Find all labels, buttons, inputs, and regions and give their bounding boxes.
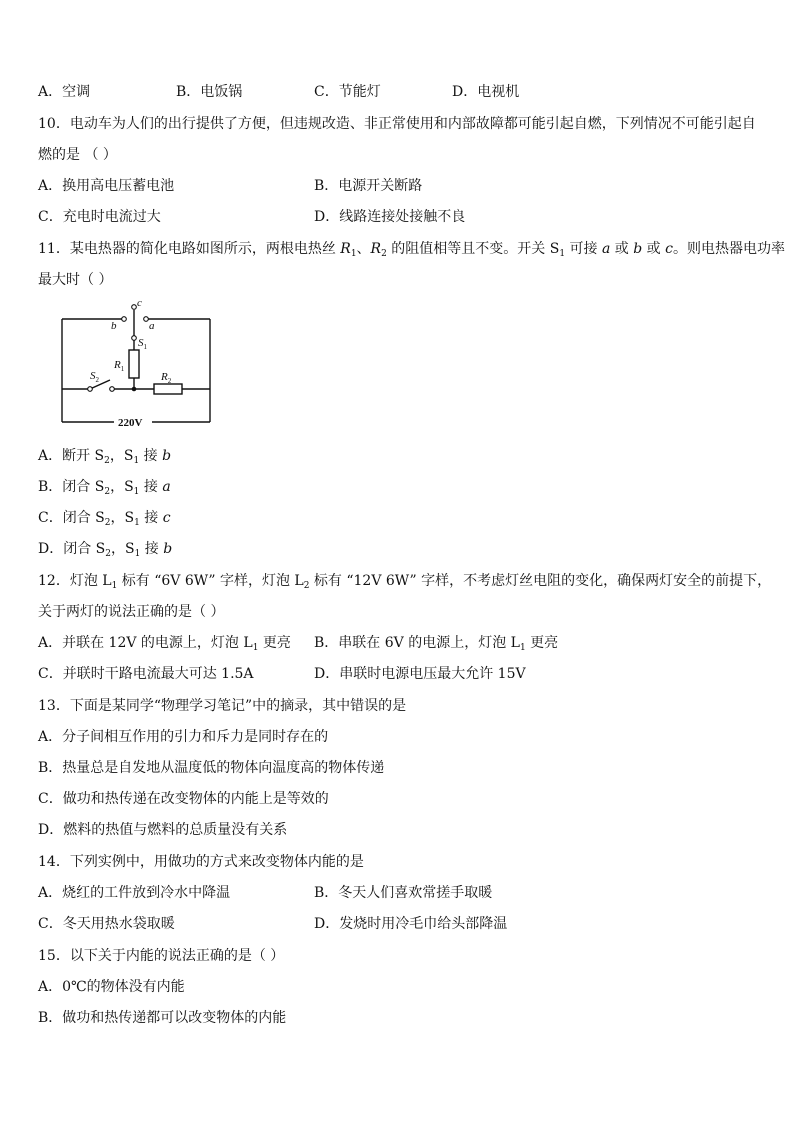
terminal-s2-right bbox=[110, 387, 115, 392]
q10-option-d: D．线路连接处接触不良 bbox=[314, 209, 466, 225]
terminal-s1-pivot bbox=[132, 336, 137, 341]
terminal-c bbox=[132, 305, 137, 310]
q12-option-b: B．串联在 6V 的电源上，灯泡 $L_1$ 更亮 bbox=[314, 635, 559, 653]
resistor-r2 bbox=[154, 384, 182, 394]
label-c: c bbox=[137, 297, 142, 309]
q13-option-b: B．热量总是自发地从温度低的物体向温度高的物体传递 bbox=[38, 760, 385, 776]
q10-stem-line1: 10．电动车为人们的出行提供了方便，但违规改造、非正常使用和内部故障都可能引起自燃，下列情况不可能引起自 bbox=[38, 116, 756, 132]
q12-option-a: A．并联在 12V 的电源上，灯泡 $L_1$ 更亮 bbox=[38, 635, 291, 653]
terminal-s2-left bbox=[88, 387, 93, 392]
label-r2: $R_2$ bbox=[161, 371, 172, 385]
q11-option-d: D．闭合 $S_2$，$S_1$ 接 b bbox=[38, 541, 173, 559]
q12-stem-line1: 12．灯泡 $L_1$ 标有 “6V 6W” 字样，灯泡 $L_2$ 标有 “12V 6W” 字样，不考虑灯丝电阻的变化，确保两灯安全的前提下， bbox=[38, 573, 772, 591]
q9-option-a: A．空调 bbox=[38, 84, 91, 100]
q10-option-c: C．充电时电流过大 bbox=[38, 209, 161, 225]
q12-option-c: C．并联时干路电流最大可达 1.5A bbox=[38, 666, 254, 682]
q15-stem: 15．以下关于内能的说法正确的是（ ） bbox=[38, 948, 285, 964]
label-s1: $S_1$ bbox=[138, 337, 147, 351]
q14-option-d: D．发烧时用冷毛巾给头部降温 bbox=[314, 916, 508, 932]
q14-stem: 14．下列实例中，用做功的方式来改变物体内能的是 bbox=[38, 854, 364, 870]
q15-option-a: A．0℃的物体没有内能 bbox=[38, 979, 185, 995]
junction-dot bbox=[132, 387, 137, 392]
label-r1: $R_1$ bbox=[114, 359, 125, 373]
terminal-a bbox=[144, 317, 149, 322]
q14-option-c: C．冬天用热水袋取暖 bbox=[38, 916, 175, 932]
label-a: a bbox=[149, 320, 155, 332]
q13-stem: 13．下面是某同学“物理学习笔记”中的摘录，其中错误的是 bbox=[38, 698, 407, 714]
label-s2: $S_2$ bbox=[90, 370, 99, 384]
q11-stem-line2: 最大时（ ） bbox=[38, 272, 113, 288]
circuit-diagram bbox=[50, 296, 222, 430]
q10-stem-line2: 燃的是 （ ） bbox=[38, 147, 117, 163]
label-b: b bbox=[111, 320, 117, 332]
q15-option-b: B．做功和热传递都可以改变物体的内能 bbox=[38, 1010, 287, 1026]
q9-option-b: B．电饭锅 bbox=[176, 84, 243, 100]
q13-option-a: A．分子间相互作用的引力和斥力是同时存在的 bbox=[38, 729, 329, 745]
q14-option-a: A．烧红的工件放到冷水中降温 bbox=[38, 885, 231, 901]
q9-option-c: C．节能灯 bbox=[314, 84, 381, 100]
label-voltage: 220V bbox=[118, 417, 143, 429]
q14-option-b: B．冬天人们喜欢常搓手取暖 bbox=[314, 885, 493, 901]
q13-option-d: D．燃料的热值与燃料的总质量没有关系 bbox=[38, 822, 288, 838]
q11-option-b: B．闭合 $S_2$，$S_1$ 接 a bbox=[38, 479, 171, 497]
q12-stem-line2: 关于两灯的说法正确的是（ ） bbox=[38, 604, 225, 620]
q11-stem-line1: 11．某电热器的简化电路如图所示，两根电热丝 $R_1$、$R_2$ 的阻值相等且不变。开关 $S_1$ 可接 a 或 b 或 c。则电热器电功率 bbox=[38, 241, 785, 259]
q11-option-c: C．闭合 $S_2$，$S_1$ 接 c bbox=[38, 510, 171, 528]
terminal-b bbox=[122, 317, 127, 322]
q12-option-d: D．串联时电源电压最大允许 15V bbox=[314, 666, 526, 682]
q9-option-d: D．电视机 bbox=[452, 84, 520, 100]
q10-option-b: B．电源开关断路 bbox=[314, 178, 423, 194]
q11-option-a: A．断开 $S_2$，$S_1$ 接 b bbox=[38, 448, 172, 466]
q13-option-c: C．做功和热传递在改变物体的内能上是等效的 bbox=[38, 791, 329, 807]
q10-option-a: A．换用高电压蓄电池 bbox=[38, 178, 175, 194]
resistor-r1 bbox=[129, 350, 139, 378]
